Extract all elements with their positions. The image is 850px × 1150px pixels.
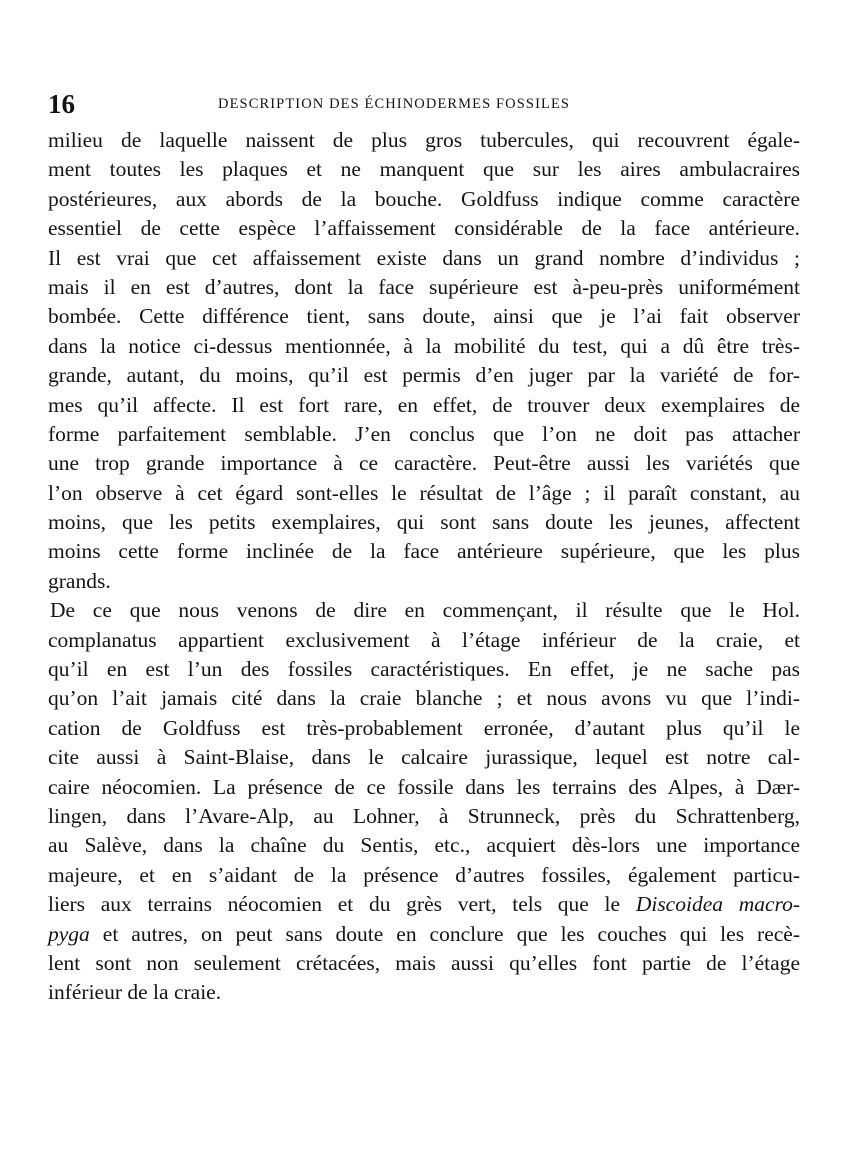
text-line: bombée. Cette différence tient, sans doute, ainsi que je l’ai fait observer <box>48 304 800 329</box>
text-fragment: et autres, on peut sans doute en conclure que les couches qui les recè- <box>102 921 800 946</box>
text-line: essentiel de cette espèce l’affaissement considérable de la face antérieure. <box>48 216 800 241</box>
text-line: mes qu’il affecte. Il est fort rare, en effet, de trouver deux exemplaires de <box>48 392 800 417</box>
species-name: Discoidea macro- <box>635 892 801 917</box>
body-text <box>48 126 800 1008</box>
text-line <box>48 920 800 949</box>
text-line: Il est vrai que cet affaissement existe dans un grand nombre d’individus ; <box>48 245 800 270</box>
text-line: qu’il en est l’un des fossiles caractéristiques. En effet, je ne sache pas <box>48 657 800 682</box>
running-head: DESCRIPTION DES ÉCHINODERMES FOSSILES <box>218 96 571 112</box>
page-header <box>48 90 802 118</box>
text-fragment: liers aux terrains néocomien et du grès vert, tels que le <box>48 892 621 917</box>
text-line: au Salève, dans la chaîne du Sentis, etc., acquiert dès-lors une importance <box>48 833 800 858</box>
species-name: pyga <box>48 921 90 946</box>
text-line: moins cette forme inclinée de la face antérieure supérieure, que les plus <box>48 539 800 564</box>
text-line: mais il en est d’autres, dont la face supérieure est à-peu-près uniformément <box>48 274 800 299</box>
text-line: l’on observe à cet égard sont-elles le résultat de l’âge ; il paraît constant, au <box>48 480 800 505</box>
text-line: forme parfaitement semblable. J’en conclus que l’on ne doit pas attacher <box>48 421 800 446</box>
text-line: milieu de laquelle naissent de plus gros tubercules, qui recouvrent égale- <box>48 128 800 152</box>
text-line <box>48 890 800 919</box>
text-line: complanatus appartient exclusivement à l’étage inférieur de la craie, et <box>48 627 800 652</box>
text-line: ment toutes les plaques et ne manquent que sur les aires ambulacraires <box>48 157 800 182</box>
text-line: caire néocomien. La présence de ce fossile dans les terrains des Alpes, à Dær- <box>48 774 800 799</box>
text-line: inférieur de la craie. <box>48 980 222 1005</box>
text-line: grands. <box>48 568 111 593</box>
text-line: cation de Goldfuss est très-probablement erronée, d’autant plus qu’il le <box>48 715 800 740</box>
page-number: 16 <box>48 89 75 119</box>
text-line: De ce que nous venons de dire en commençant, il résulte que le Hol. <box>50 598 800 623</box>
text-line: qu’on l’ait jamais cité dans la craie blanche ; et nous avons vu que l’indi- <box>48 686 800 711</box>
text-line: postérieures, aux abords de la bouche. Goldfuss indique comme caractère <box>48 186 800 211</box>
text-line: grande, autant, du moins, qu’il est permis d’en juger par la variété de for- <box>48 363 800 388</box>
text-line: lent sont non seulement crétacées, mais aussi qu’elles font partie de l’étage <box>48 950 800 975</box>
text-line: lingen, dans l’Avare-Alp, au Lohner, à Strunneck, près du Schrattenberg, <box>48 803 800 828</box>
text-line: cite aussi à Saint-Blaise, dans le calcaire jurassique, lequel est notre cal- <box>48 745 800 770</box>
text-line: majeure, et en s’aidant de la présence d’autres fossiles, également particu- <box>48 862 800 887</box>
text-line: dans la notice ci-dessus mentionnée, à la mobilité du test, qui a dû être très- <box>48 333 800 358</box>
text-line: moins, que les petits exemplaires, qui sont sans doute les jeunes, affectent <box>48 510 800 535</box>
text-line: une trop grande importance à ce caractère. Peut-être aussi les variétés que <box>48 451 800 476</box>
